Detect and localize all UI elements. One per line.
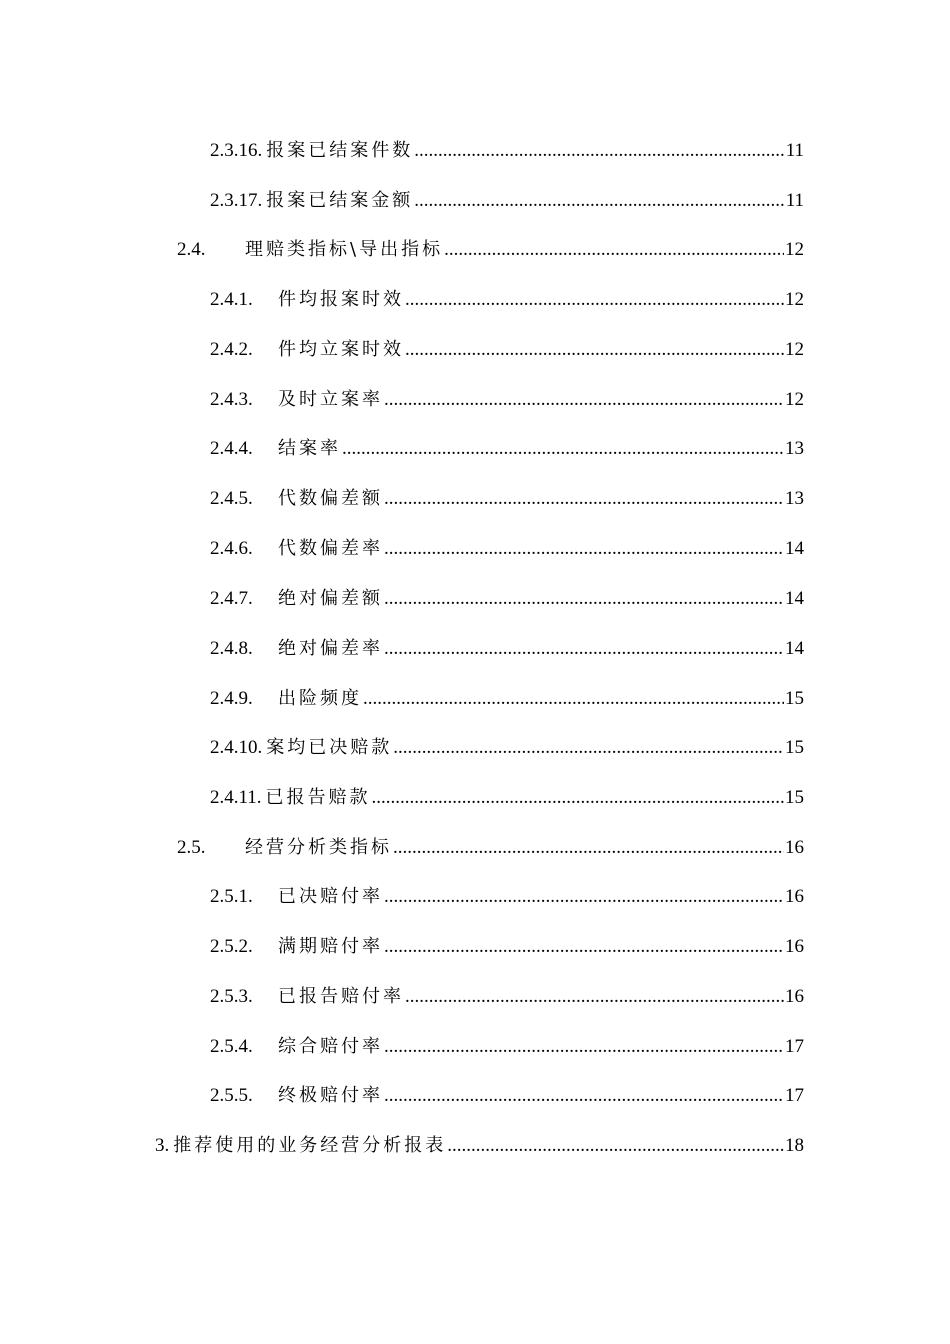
toc-entry-page: 15	[785, 688, 804, 709]
toc-entry-title: 件均报案时效	[278, 289, 404, 310]
toc-entry-2-5-5[interactable]	[210, 1081, 804, 1111]
toc-entry-2-4-6[interactable]	[210, 534, 804, 564]
toc-leader-dots	[393, 733, 784, 763]
toc-entry-number: 2.5.1.	[210, 886, 253, 907]
toc-entry-2-4[interactable]	[177, 235, 804, 265]
toc-entry-title: 满期赔付率	[278, 936, 383, 957]
toc-entry-title: 代数偏差率	[278, 538, 383, 559]
toc-entry-2-4-4[interactable]	[210, 434, 804, 464]
toc-entry-2-5-1[interactable]	[210, 882, 804, 912]
toc-entry-title: 终极赔付率	[278, 1085, 383, 1106]
toc-entry-2-4-9[interactable]	[210, 684, 804, 714]
toc-leader-dots	[405, 982, 784, 1012]
toc-entry-number: 2.4.1.	[210, 289, 253, 310]
toc-entry-2-4-8[interactable]	[210, 634, 804, 664]
toc-entry-number: 3.	[155, 1135, 170, 1156]
toc-entry-title: 已报告赔款	[265, 787, 371, 808]
toc-entry-page: 16	[785, 886, 804, 907]
toc-entry-page: 17	[785, 1085, 804, 1106]
toc-entry-number: 2.5.4.	[210, 1036, 253, 1057]
toc-entry-title: 理赔类指标\导出指标	[245, 239, 444, 260]
toc-entry-title: 报案已结案金额	[266, 190, 414, 211]
toc-leader-dots	[363, 684, 784, 714]
toc-leader-dots	[405, 335, 784, 365]
toc-leader-dots	[384, 484, 784, 514]
toc-entry-page: 14	[785, 588, 804, 609]
toc-entry-page: 13	[785, 438, 804, 459]
toc-entry-2-4-2[interactable]	[210, 335, 804, 365]
toc-entry-number: 2.4.2.	[210, 339, 253, 360]
toc-entry-page: 11	[785, 140, 804, 161]
toc-entry-2-5[interactable]	[177, 833, 804, 863]
toc-entry-title: 已报告赔付率	[278, 986, 404, 1007]
toc-leader-dots	[405, 285, 784, 315]
toc-entry-number: 2.4.9.	[210, 688, 253, 709]
toc-entry-title: 件均立案时效	[278, 339, 404, 360]
toc-entry-page: 13	[785, 488, 804, 509]
toc-entry-page: 12	[785, 339, 804, 360]
toc-entry-number: 2.5.5.	[210, 1085, 253, 1106]
toc-entry-page: 16	[785, 986, 804, 1007]
toc-entry-2-4-11[interactable]	[210, 783, 804, 813]
toc-entry-number: 2.4.5.	[210, 488, 253, 509]
toc-leader-dots	[393, 833, 784, 863]
toc-entry-page: 14	[785, 638, 804, 659]
toc-entry-2-4-7[interactable]	[210, 584, 804, 614]
toc-entry-title: 已决赔付率	[278, 886, 383, 907]
toc-entry-number: 2.4.4.	[210, 438, 253, 459]
toc-entry-2-4-5[interactable]	[210, 484, 804, 514]
toc-entry-2-4-10[interactable]	[210, 733, 804, 763]
toc-entry-2-4-3[interactable]	[210, 385, 804, 415]
toc-entry-page: 17	[785, 1036, 804, 1057]
toc-entry-number: 2.4.11.	[210, 787, 262, 808]
toc-entry-2-3-17[interactable]	[210, 186, 804, 216]
toc-leader-dots	[342, 434, 784, 464]
toc-entry-2-4-1[interactable]	[210, 285, 804, 315]
toc-entry-page: 16	[785, 936, 804, 957]
toc-entry-number: 2.4.7.	[210, 588, 253, 609]
toc-entry-page: 11	[785, 190, 804, 211]
toc-leader-dots	[384, 1081, 784, 1111]
toc-entry-number: 2.4.6.	[210, 538, 253, 559]
toc-entry-title: 经营分析类指标	[245, 837, 392, 858]
toc-entry-title: 案均已决赔款	[266, 737, 393, 758]
toc-entry-title: 推荐使用的业务经营分析报表	[173, 1135, 447, 1156]
toc-entry-page: 15	[785, 737, 804, 758]
toc-entry-title: 绝对偏差率	[278, 638, 383, 659]
toc-entry-number: 2.4.	[177, 239, 206, 260]
toc-entry-2-5-3[interactable]	[210, 982, 804, 1012]
toc-entry-page: 16	[785, 837, 804, 858]
toc-entry-2-5-4[interactable]	[210, 1032, 804, 1062]
toc-entry-page: 12	[785, 389, 804, 410]
toc-entry-number: 2.5.	[177, 837, 206, 858]
toc-entry-number: 2.4.8.	[210, 638, 253, 659]
toc-entry-number: 2.5.3.	[210, 986, 253, 1007]
toc-leader-dots	[384, 932, 784, 962]
toc-entry-number: 2.3.17.	[210, 190, 263, 211]
toc-leader-dots	[384, 882, 784, 912]
toc-entry-title: 及时立案率	[278, 389, 383, 410]
toc-entry-title: 绝对偏差额	[278, 588, 383, 609]
toc-entry-number: 2.4.10.	[210, 737, 263, 758]
toc-leader-dots	[447, 1131, 784, 1161]
toc-entry-page: 15	[785, 787, 804, 808]
toc-leader-dots	[444, 235, 784, 265]
toc-entry-2-3-16[interactable]	[210, 136, 804, 166]
toc-leader-dots	[384, 385, 784, 415]
toc-entry-number: 2.3.16.	[210, 140, 263, 161]
toc-leader-dots	[384, 534, 784, 564]
toc-entry-title: 结案率	[278, 438, 341, 459]
toc-leader-dots	[384, 1032, 784, 1062]
toc-leader-dots	[414, 136, 784, 166]
toc-entry-3[interactable]	[155, 1131, 804, 1161]
toc-leader-dots	[414, 186, 784, 216]
toc-entry-page: 18	[785, 1135, 804, 1156]
toc-leader-dots	[384, 634, 784, 664]
toc-entry-title: 代数偏差额	[278, 488, 383, 509]
toc-entry-page: 12	[785, 289, 804, 310]
toc-entry-page: 12	[785, 239, 804, 260]
toc-entry-title: 综合赔付率	[278, 1036, 383, 1057]
toc-entry-title: 报案已结案件数	[266, 140, 414, 161]
toc-entry-2-5-2[interactable]	[210, 932, 804, 962]
toc-leader-dots	[384, 584, 784, 614]
toc-leader-dots	[372, 783, 784, 813]
toc-entry-title: 出险频度	[278, 688, 362, 709]
toc-entry-number: 2.4.3.	[210, 389, 253, 410]
toc-entry-number: 2.5.2.	[210, 936, 253, 957]
toc-entry-page: 14	[785, 538, 804, 559]
